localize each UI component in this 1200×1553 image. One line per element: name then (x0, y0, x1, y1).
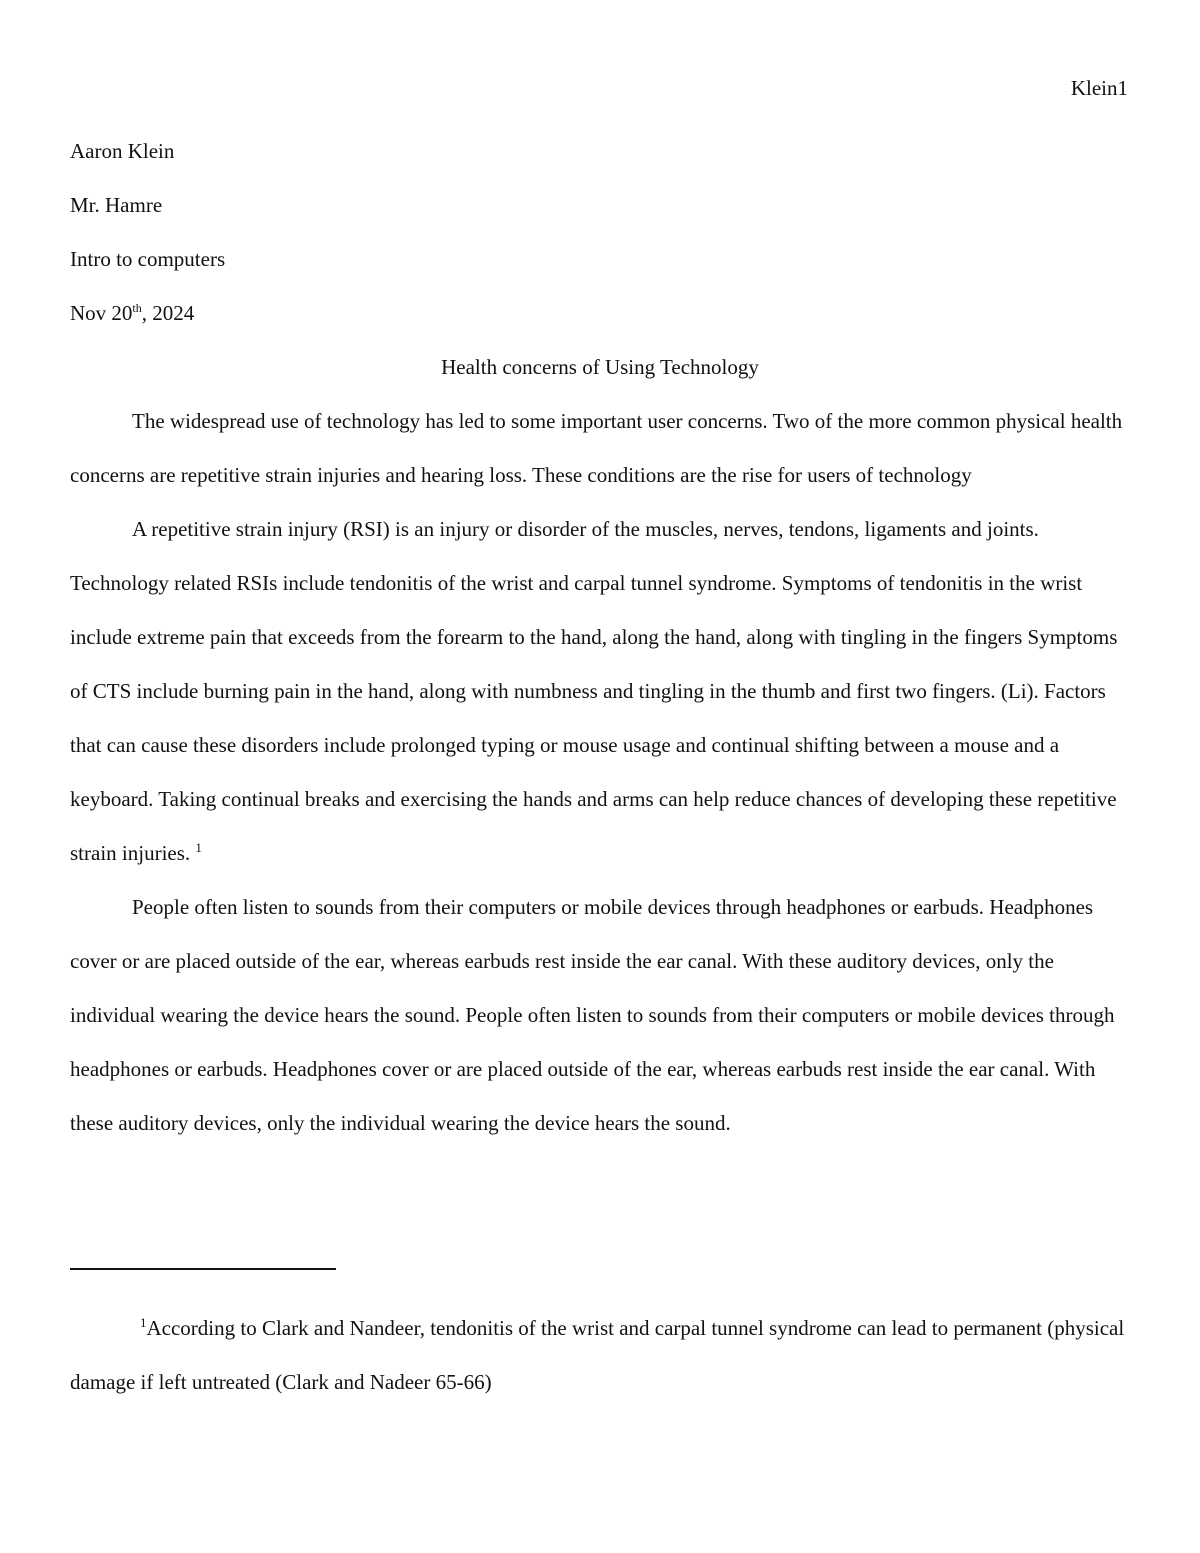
footnote-entry (70, 1301, 1130, 1409)
footnote-reference[interactable]: 1 (195, 840, 202, 855)
instructor-name: Mr. Hamre (70, 193, 163, 217)
date-rest: , 2024 (141, 301, 195, 325)
author-name: Aaron Klein (70, 139, 175, 163)
paragraph-rsi (70, 502, 1130, 880)
paragraph-rsi-text: A repetitive strain injury (RSI) is an injury or disorder of the muscles, nerves, tendons, ligaments and joints. Technology related RSIs include tendonitis of the wrist and carpal tunnel syndrome. Symptoms of tendonitis in the wrist include extreme pain that exceeds from the forearm to the hand, along the hand, along with tingling in the fingers Symptoms of CTS include burning pain in the hand, along with numbness and tingling in the thumb and first two fingers. (Li). Factors that can cause these disorders include prolonged typing or mouse usage and continual shifting between a mouse and a keyboard. Taking continual breaks and exercising the hands and arms can help reduce chances of developing these repetitive strain injuries. (70, 517, 1118, 865)
footnote-section (70, 1301, 1130, 1409)
paragraph-intro: The widespread use of technology has led to some important user concerns. Two of the more common physical health concerns are repetitive strain injuries and hearing loss. These conditions are the rise for users of technology (70, 409, 1123, 487)
date-prefix: Nov 20 (70, 301, 133, 325)
document-body (70, 124, 1130, 1150)
date-ordinal-suffix: th (132, 301, 142, 315)
footnote-number: 1 (140, 1315, 147, 1330)
page-title: Health concerns of Using Technology (441, 355, 759, 379)
footnote-separator (70, 1268, 336, 1270)
date-line (70, 286, 1130, 340)
footnote-text: According to Clark and Nandeer, tendonitis of the wrist and carpal tunnel syndrome can lead to permanent (physical damage if left untreated (Clark and Nadeer 65-66) (70, 1316, 1125, 1394)
paragraph-hearing: People often listen to sounds from their computers or mobile devices through headphones or earbuds. Headphones cover or are placed outside of the ear, whereas earbuds rest inside the ear canal. With these auditory devices, only the individual wearing the device hears the sound. People often listen to sounds from their computers or mobile devices through headphones or earbuds. Headphones cover or are placed outside of the ear, whereas earbuds rest inside the ear canal. With these auditory devices, only the individual wearing the device hears the sound. (70, 895, 1115, 1135)
course-name: Intro to computers (70, 247, 226, 271)
running-head: Klein1 (1070, 76, 1128, 100)
